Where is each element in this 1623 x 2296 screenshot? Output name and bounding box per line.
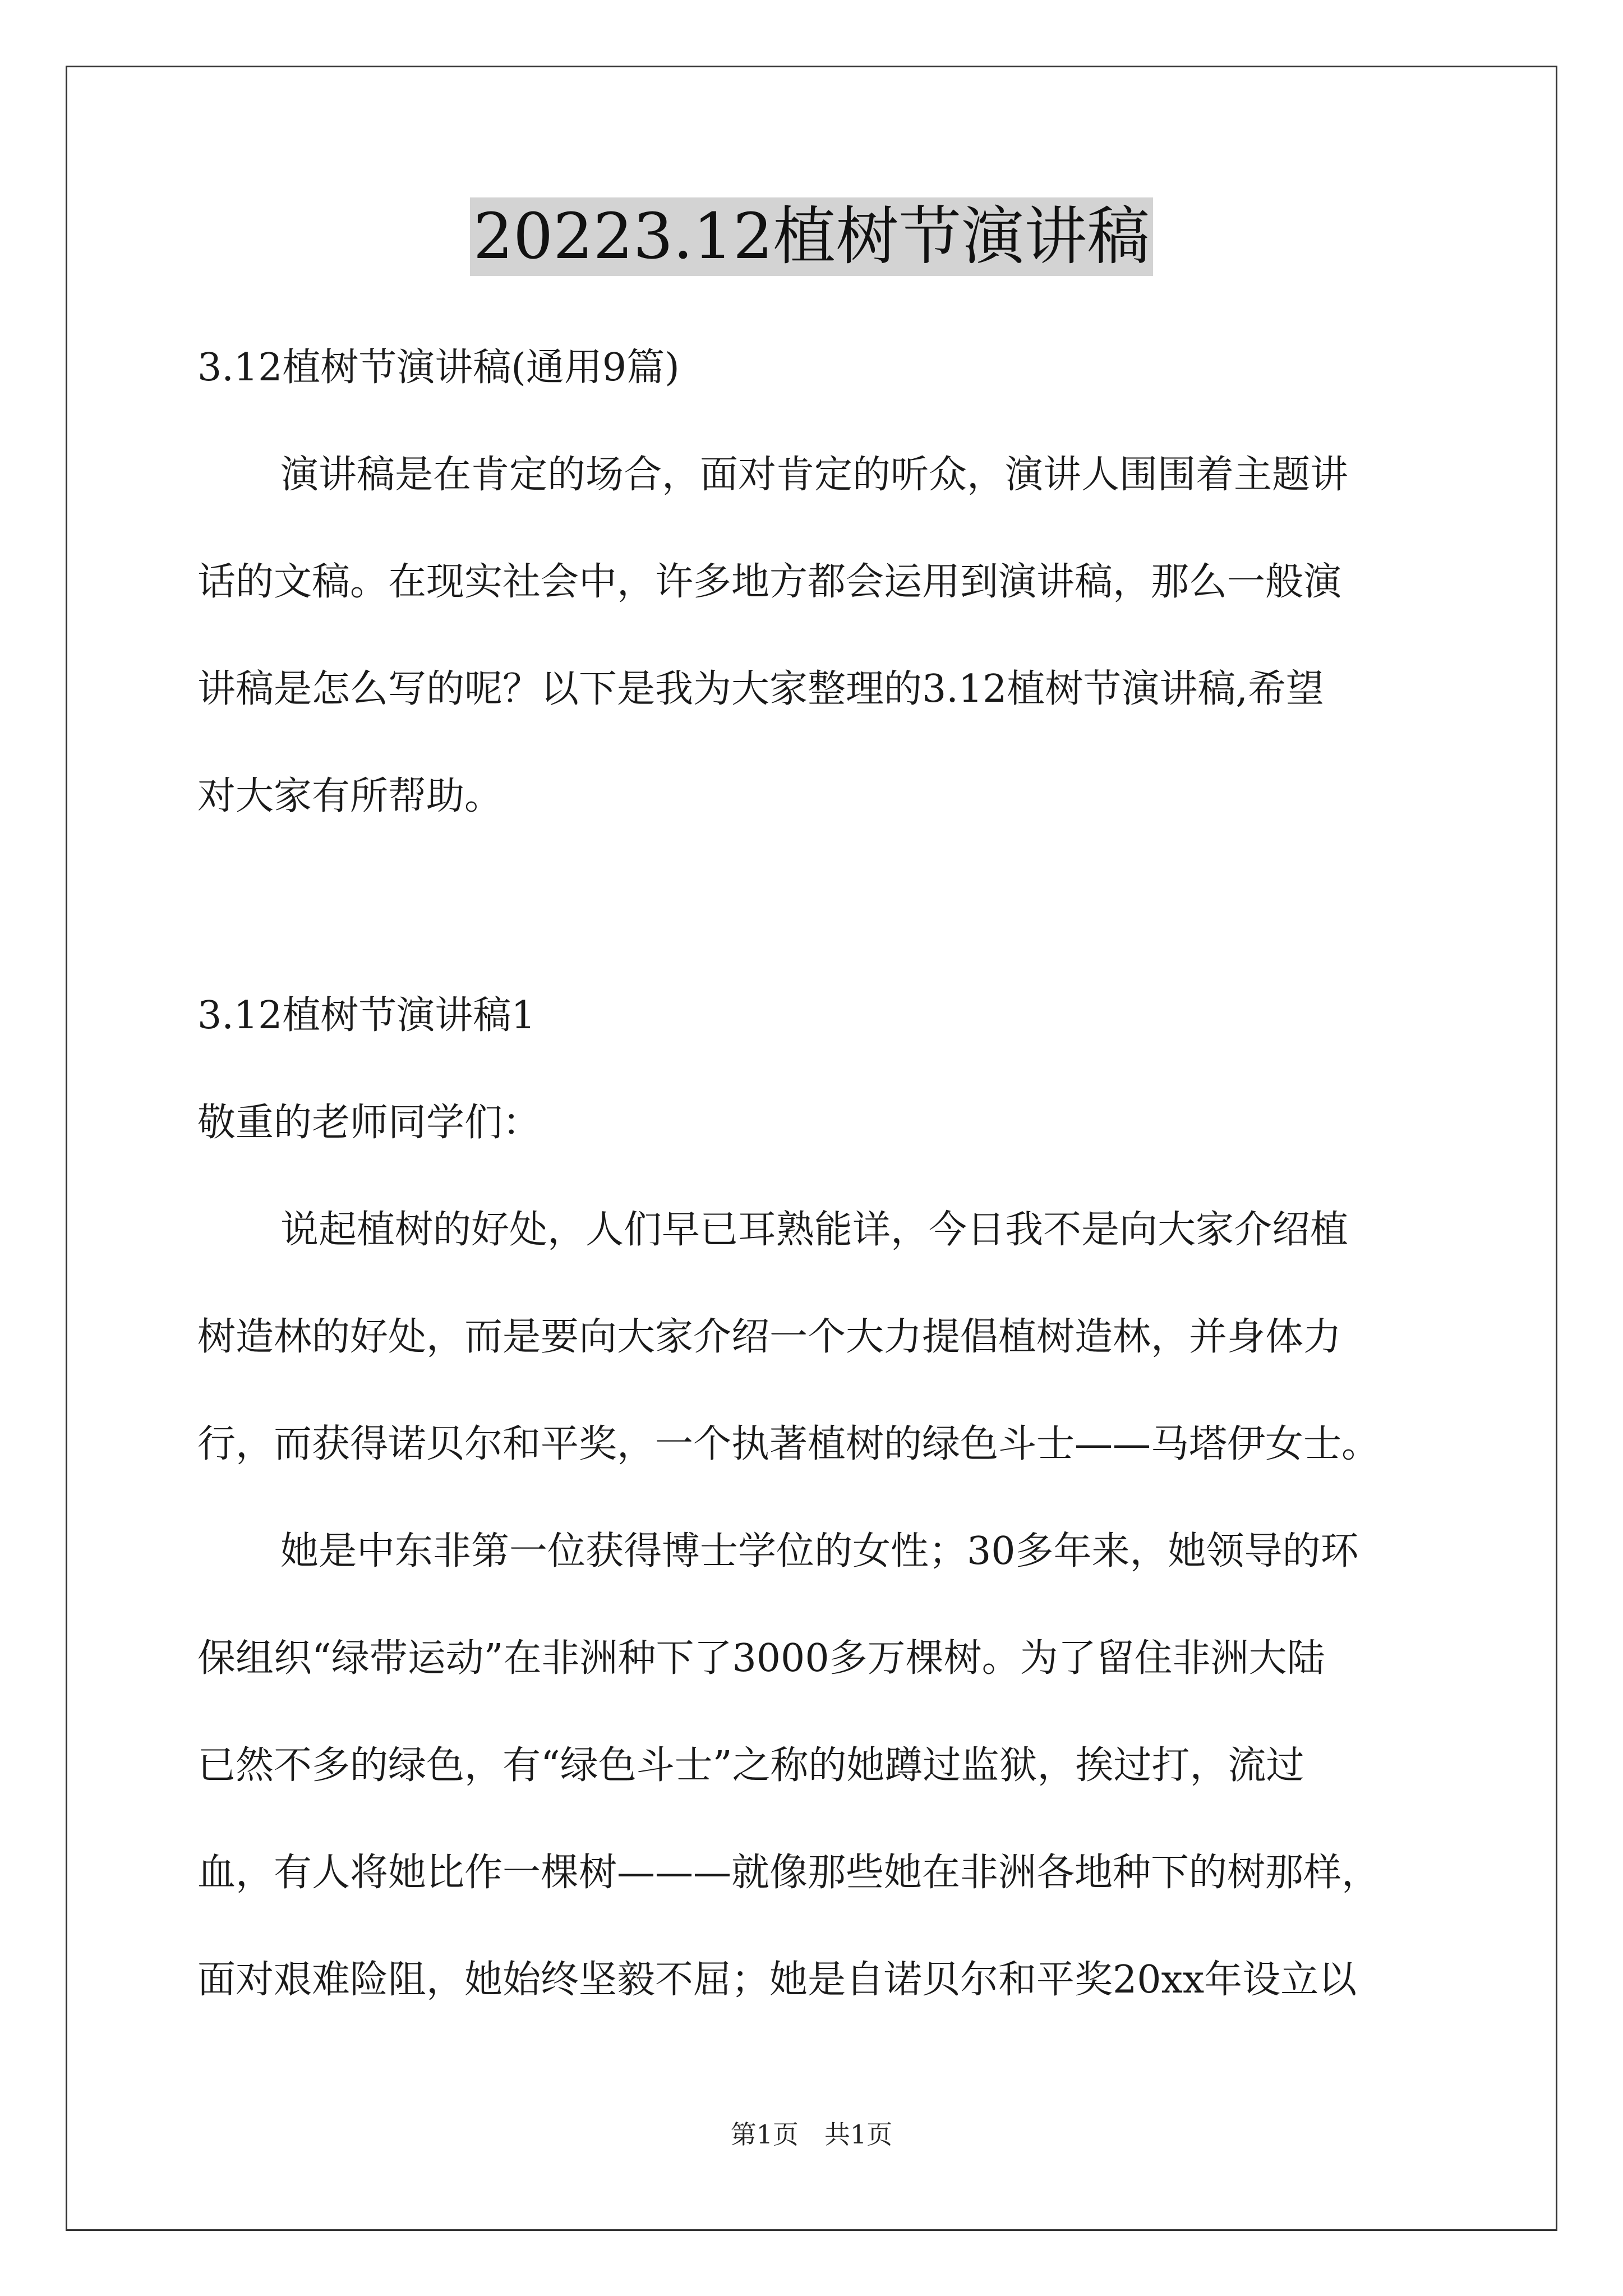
page-footer: [0, 2118, 1623, 2151]
section-spacer: [197, 850, 1431, 962]
paragraph-line: 说起植树的好处，人们早已耳熟能详，今日我不是向大家介绍植: [280, 1208, 1349, 1252]
paragraph-line: 血，有人将她比作一棵树———就像那些她在非洲各地种下的树那样，: [197, 1851, 1380, 1895]
body-paragraph-2: [197, 1498, 1431, 2033]
intro-paragraph: [197, 421, 1431, 850]
paragraph-line: 已然不多的绿色，有“绿色斗士”之称的她蹲过监狱，挨过打，流过: [197, 1743, 1304, 1788]
paragraph-line: 行，而获得诺贝尔和平奖，一个执著植树的绿色斗士——马塔伊女士。: [197, 1422, 1380, 1466]
greeting: 敬重的老师同学们：: [197, 1101, 541, 1145]
page-number: 第1页 共1页: [730, 2119, 893, 2150]
section-heading: 3.12植树节演讲稿1: [197, 993, 536, 1038]
paragraph-line: 她是中东非第一位获得博士学位的女性；30多年来，她领导的环: [280, 1529, 1359, 1573]
document-body: [197, 314, 1431, 2033]
title-container: [0, 197, 1623, 276]
intro-line: 话的文稿。在现实社会中，许多地方都会运用到演讲稿，那么一般演: [197, 560, 1342, 604]
body-paragraph-1: [197, 1176, 1431, 1498]
document-subtitle: 3.12植树节演讲稿(通用9篇): [197, 346, 680, 390]
paragraph-line: 保组织“绿带运动”在非洲种下了3000多万棵树。为了留住非洲大陆: [197, 1636, 1325, 1681]
intro-line: 对大家有所帮助。: [197, 774, 503, 818]
intro-line: 讲稿是怎么写的呢？以下是我为大家整理的3.12植树节演讲稿,希望: [197, 667, 1325, 711]
paragraph-line: 面对艰难险阻，她始终坚毅不屈；她是自诺贝尔和平奖20xx年设立以: [197, 1958, 1357, 2002]
document-title: 20223.12植树节演讲稿: [470, 197, 1153, 276]
paragraph-line: 树造林的好处，而是要向大家介绍一个大力提倡植树造林，并身体力: [197, 1315, 1342, 1359]
intro-line: 演讲稿是在肯定的场合，面对肯定的听众，演讲人围围着主题讲: [280, 453, 1349, 497]
